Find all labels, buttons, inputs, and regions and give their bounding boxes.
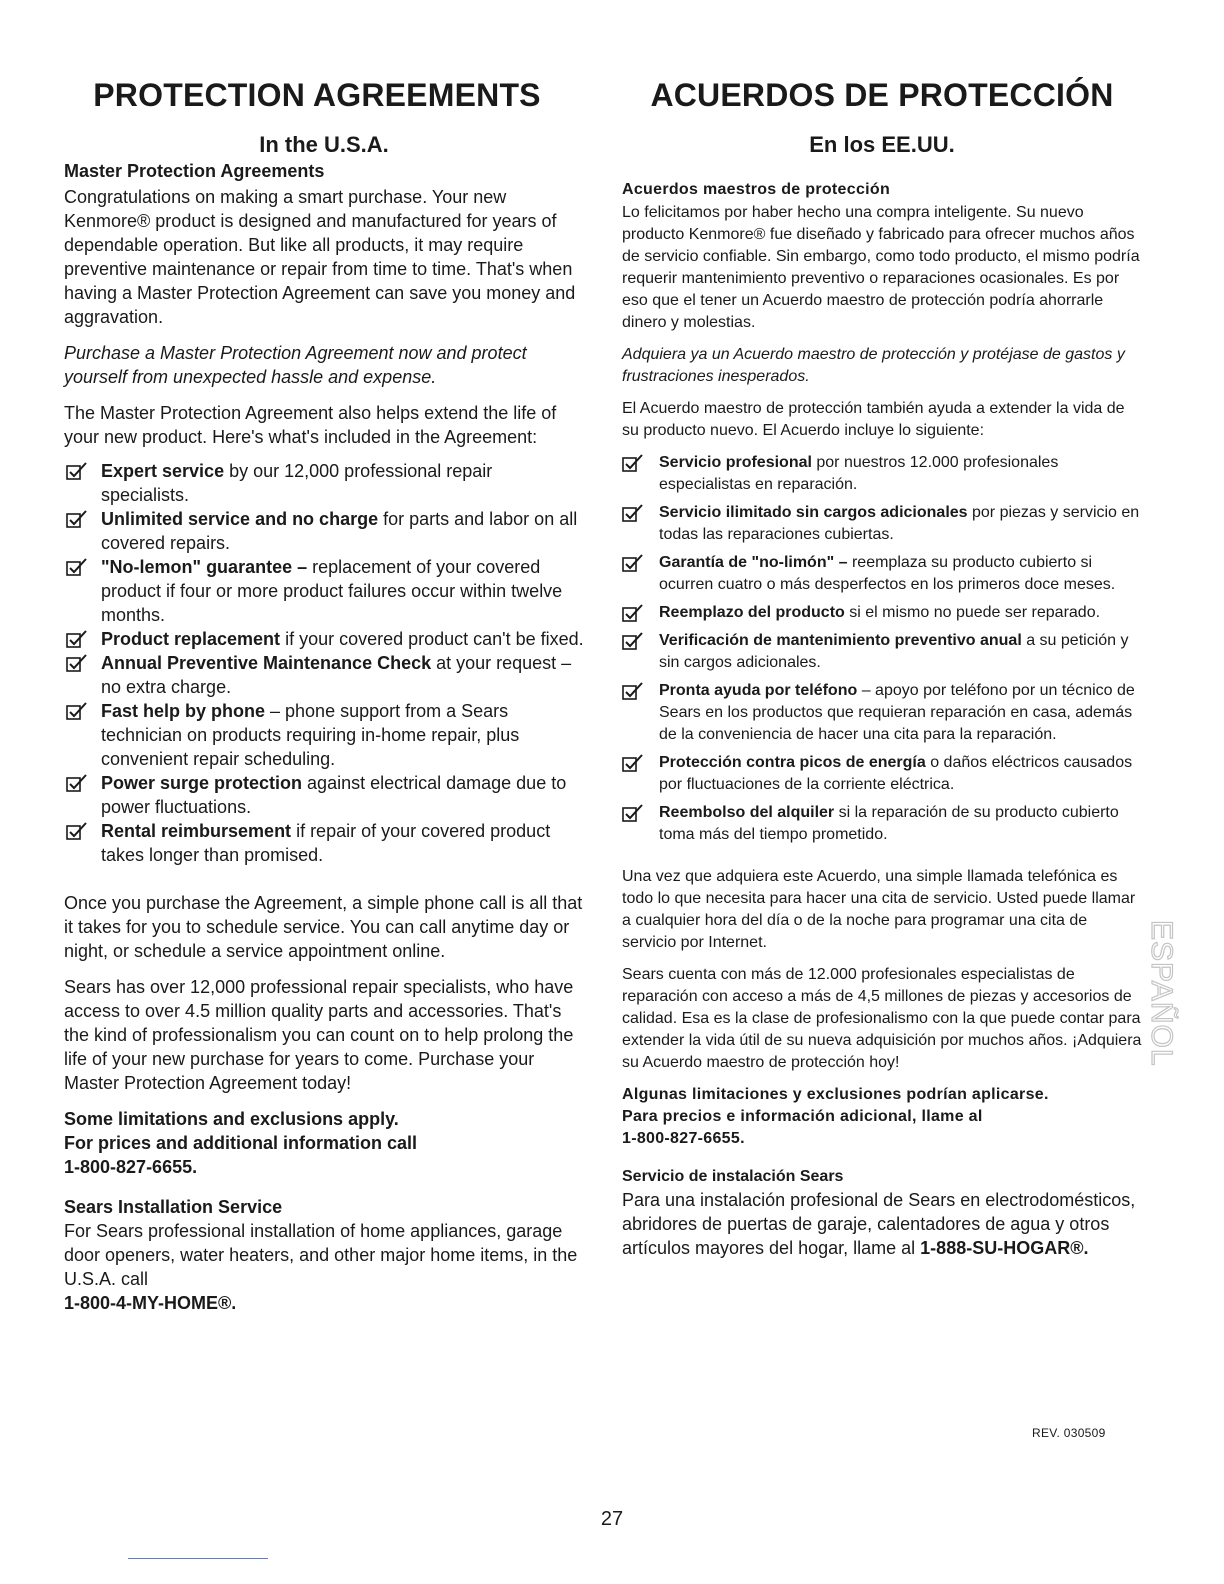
install-paragraph-spanish: Para una instalación profesional de Sears en electrodomésticos, abridores de puertas de garaje, calentadores de agua y otros artículos mayores del hogar, llame al 1-888-SU-HOGAR®. — [622, 1190, 1136, 1258]
install-heading-english: Sears Installation Service — [64, 1197, 283, 1217]
install-heading-spanish: Servicio de instalación Sears — [622, 1168, 844, 1185]
list-item: Garantía de "no-limón" – reemplaza su producto cubierto si ocurren cuatro o más desperfectos en los primeros doce meses. — [622, 552, 1142, 596]
list-item: Verificación de mantenimiento preventivo anual a su petición y sin cargos adicionales. — [622, 630, 1142, 674]
checkbox-icon — [66, 461, 88, 481]
list-item: Unlimited service and no charge for parts and labor on all covered repairs. — [64, 507, 584, 555]
checkbox-icon — [66, 653, 88, 673]
list-item: Power surge protection against electrical damage due to power fluctuations. — [64, 771, 584, 819]
extend-paragraph-english: The Master Protection Agreement also helps extend the life of your new product. Here's what's included in the Agreement: — [64, 403, 557, 447]
once-paragraph-english: Once you purchase the Agreement, a simple phone call is all that it takes for you to schedule service. You can call anytime day or night, or schedule a service appointment online. — [64, 893, 583, 961]
checkbox-icon — [622, 753, 644, 773]
phone-number: 1-800-827-6655. — [622, 1130, 745, 1147]
region-heading-english: In the U.S.A. — [259, 132, 389, 157]
checkbox-icon — [622, 803, 644, 823]
footer-divider — [128, 1558, 268, 1559]
espanol-side-tab — [1140, 920, 1200, 1080]
list-item: Reembolso del alquiler si la reparación de su producto cubierto toma más del tiempo prometido. — [622, 802, 1142, 846]
list-item: Rental reimbursement if repair of your covered product takes longer than promised. — [64, 819, 584, 867]
limitations-note-spanish: Algunas limitaciones y exclusiones podrían aplicarse. Para precios e información adicional, llame al 1-800-827-6655. — [622, 1084, 1142, 1150]
list-item: Pronta ayuda por teléfono – apoyo por teléfono por un técnico de Sears en los productos que requieran reparación en casa, además de la conveniencia de hacer una cita para la reparación. — [622, 680, 1142, 746]
region-heading-spanish: En los EE.UU. — [809, 132, 955, 157]
checkbox-icon — [66, 773, 88, 793]
revision-code: REV. 030509 — [1032, 1426, 1106, 1440]
intro-paragraph-english: Congratulations on making a smart purchase. Your new Kenmore® product is designed and manufactured for years of dependable operation. But like all products, it may require preventive maintenance or repair from time to time. That's when having a Master Protection Agreement can save you money and aggravation. — [64, 187, 576, 327]
benefits-list-english — [64, 459, 584, 867]
spanish-column — [622, 76, 1142, 1260]
checkbox-icon — [622, 503, 644, 523]
sears-paragraph-spanish: Sears cuenta con más de 12.000 profesionales especialistas de reparación con acceso a más de 4,5 millones de piezas y accesorios de calidad. Esa es la clase de profesionalismo con la que puede contar para extender la vida útil de su nueva adquisición por muchos años. ¡Adquiera su Acuerdo maestro de protección hoy! — [622, 966, 1142, 1071]
checkbox-icon — [66, 821, 88, 841]
checkbox-icon — [66, 629, 88, 649]
list-item: Protección contra picos de energía o daños eléctricos causados por fluctuaciones de la corriente eléctrica. — [622, 752, 1142, 796]
list-item: Servicio profesional por nuestros 12.000 profesionales especialistas en reparación. — [622, 452, 1142, 496]
checkbox-icon — [622, 453, 644, 473]
list-item: Expert service by our 12,000 professional repair specialists. — [64, 459, 584, 507]
install-phone: 1-800-4-MY-HOME®. — [64, 1293, 237, 1313]
install-paragraph-english: For Sears professional installation of home appliances, garage door openers, water heaters, and other major home items, in the U.S.A. call 1-800-4-MY-HOME®. — [64, 1221, 578, 1313]
list-item: Product replacement if your covered product can't be fixed. — [64, 627, 584, 651]
italic-paragraph-spanish: Adquiera ya un Acuerdo maestro de protección y protéjase de gastos y frustraciones inesperados. — [622, 346, 1125, 385]
side-tab-label: ESPAÑOL — [1145, 920, 1179, 1067]
sears-paragraph-english: Sears has over 12,000 professional repair specialists, who have access to over 4.5 million quality parts and accessories. That's the kind of professionalism you can count on to help prolong the life of your new purchase for years to come. Purchase your Master Protection Agreement today! — [64, 977, 574, 1093]
english-column — [64, 76, 584, 1315]
checkbox-icon — [622, 631, 644, 651]
list-item: Fast help by phone – phone support from a Sears technician on products requiring in-home repair, plus convenient repair scheduling. — [64, 699, 584, 771]
limitations-note-english: Some limitations and exclusions apply. For prices and additional information call 1-800-827-6655. — [64, 1107, 584, 1179]
checkbox-icon — [66, 701, 88, 721]
install-phone: 1-888-SU-HOGAR®. — [920, 1238, 1089, 1258]
intro-paragraph-spanish: Lo felicitamos por haber hecho una compra inteligente. Su nuevo producto Kenmore® fue diseñado y fabricado para ofrecer muchos años de servicio confiable. Sin embargo, como todo producto, el mismo podría requerir mantenimiento preventivo o reparaciones ocasionales. Es por eso que el tener un Acuerdo maestro de protección podría ahorrarle dinero y molestias. — [622, 204, 1140, 331]
checkbox-icon — [622, 681, 644, 701]
page-title-english: PROTECTION AGREEMENTS — [93, 77, 541, 113]
mpa-heading-spanish: Acuerdos maestros de protección — [622, 181, 891, 198]
mpa-heading-english: Master Protection Agreements — [64, 161, 325, 181]
extend-paragraph-spanish: El Acuerdo maestro de protección también ayuda a extender la vida de su producto nuevo. El Acuerdo incluye lo siguiente: — [622, 400, 1125, 439]
list-item: Annual Preventive Maintenance Check at your request – no extra charge. — [64, 651, 584, 699]
page-number: 27 — [600, 1508, 624, 1530]
italic-paragraph-english: Purchase a Master Protection Agreement now and protect yourself from unexpected hassle and expense. — [64, 343, 527, 387]
checkbox-icon — [66, 557, 88, 577]
checkbox-icon — [622, 603, 644, 623]
list-item: Reemplazo del producto si el mismo no puede ser reparado. — [622, 602, 1142, 624]
benefits-list-spanish — [622, 452, 1142, 846]
list-item: Servicio ilimitado sin cargos adicionales por piezas y servicio en todas las reparaciones cubiertas. — [622, 502, 1142, 546]
page-title-spanish: ACUERDOS DE PROTECCIÓN — [650, 77, 1114, 113]
phone-number: 1-800-827-6655. — [64, 1157, 198, 1177]
checkbox-icon — [66, 509, 88, 529]
list-item: "No-lemon" guarantee – replacement of your covered product if four or more product failures occur within twelve months. — [64, 555, 584, 627]
checkbox-icon — [622, 553, 644, 573]
once-paragraph-spanish: Una vez que adquiera este Acuerdo, una simple llamada telefónica es todo lo que necesita para hacer una cita de servicio. Usted puede llamar a cualquier hora del día o de la noche para programar una cita de servicio por Internet. — [622, 868, 1136, 951]
